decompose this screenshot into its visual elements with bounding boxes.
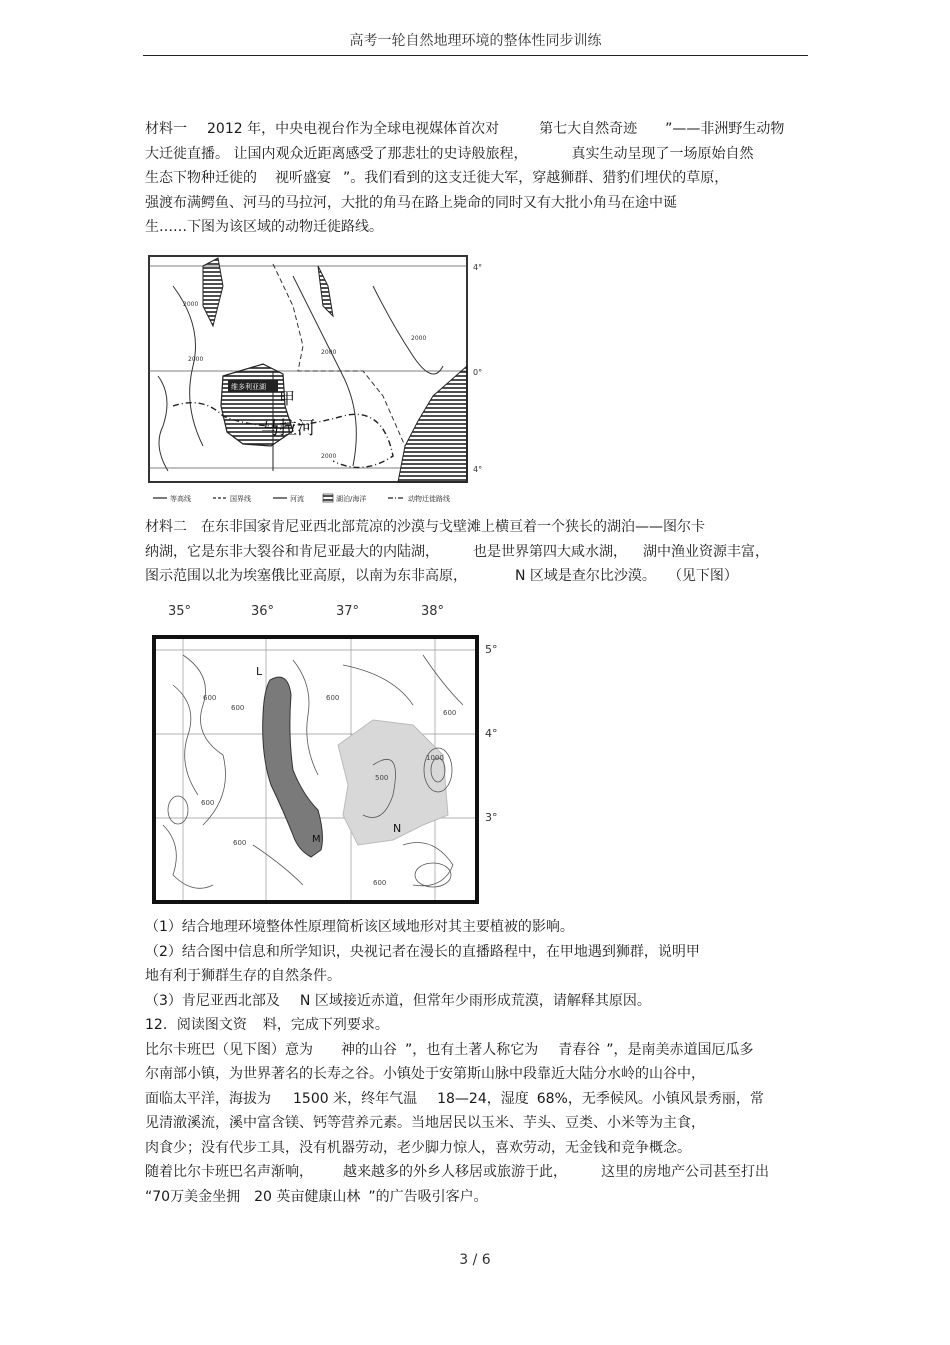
map1-legend [153, 494, 450, 503]
text-run: （见下图） [667, 568, 738, 584]
question-12-heading [145, 1013, 805, 1038]
material2-line-1 [145, 515, 805, 540]
point-N-label: N [393, 822, 402, 835]
text-run: 这里的房地产公司甚至打出 [601, 1164, 769, 1180]
paragraph-line [145, 1087, 805, 1112]
legend-label: 动物迁徙路线 [408, 495, 450, 503]
map1-lat-label: 4° [473, 263, 483, 272]
material1-line-5: 生……下图为该区域的动物迁徙路线。 [145, 219, 383, 235]
page-number: 3 / 6 [459, 1252, 491, 1268]
text-run: 18—24，湿度 [437, 1090, 529, 1107]
point-M-label: M [312, 834, 321, 845]
text-run: 视听盛宴 [275, 170, 331, 186]
text-run: 也是世界第四大咸水湖， [473, 543, 627, 560]
text-run: ”的广告吸引客户。 [368, 1188, 488, 1205]
lat-label: 5° [485, 643, 498, 656]
text-run: 料，完成下列要求。 [262, 1017, 389, 1033]
text-run: ”——非洲野生动物 [665, 121, 785, 137]
text-run: 20 英亩健康山林 [254, 1188, 361, 1205]
legend-label: 国界线 [230, 495, 251, 503]
contour-label: 600 [231, 704, 245, 712]
contour-label: 500 [375, 774, 389, 782]
text-run: N 区域是查尔比沙漠。 [515, 568, 656, 584]
questions-text [145, 915, 805, 1209]
question-1: （1）结合地理环境整体性原理简析该区域地形对其主要植被的影响。 [145, 919, 574, 935]
mara-river-label: 马拉河 [261, 418, 315, 439]
lat-label: 4° [485, 727, 498, 740]
material2-label: 材料二 [145, 519, 187, 535]
lat-label: 3° [485, 811, 498, 824]
map1-lat-label: 0° [473, 368, 483, 377]
contour-label: 600 [373, 879, 387, 887]
material2-line-2 [145, 540, 805, 565]
material1-label: 材料一 [145, 121, 187, 137]
text-run: ”。我们看到的这支迁徙大军，穿越狮群、猎豹们埋伏的草原， [343, 170, 729, 186]
text-run: 2012 年，中央电视台作为全球电视媒体首次对 [207, 121, 500, 137]
paragraph-line: 尔南部小镇，为世界著名的长寿之谷。小镇处于安第斯山脉中段靠近大陆分水岭的山谷中， [145, 1066, 705, 1082]
text-run: 1500 米，终年气温 [293, 1090, 418, 1107]
lon-label: 38° [421, 604, 445, 619]
contour-label: 600 [443, 709, 457, 717]
legend-label: 河流 [290, 495, 304, 503]
text-run: 湖中渔业资源丰富， [643, 543, 769, 560]
text-run: 青春谷 [558, 1041, 601, 1058]
material1-line-1 [145, 117, 805, 142]
legend-label: 等高线 [170, 495, 191, 503]
contour-label: 2000 [188, 356, 204, 363]
point-jia-label: 甲 [279, 389, 296, 408]
contour-label: 600 [201, 799, 215, 807]
paragraph-line: 见清澈溪流，溪中富含镁、钙等营养元素。当地居民以玉米、芋头、豆类、小米等为主食， [145, 1115, 705, 1131]
paragraph-line [145, 1160, 805, 1185]
lon-label: 37° [336, 604, 360, 619]
contour-label: 2000 [321, 453, 337, 460]
text-run: 大迁徙直播。 让国内观众近距离感受了那悲壮的史诗般旅程， [145, 145, 528, 162]
question-2: （2）结合图中信息和所学知识，央视记者在漫长的直播路程中，在甲地遇到狮群，说明甲 [145, 943, 700, 960]
material1-line-4: 强渡布满鳄鱼、河马的马拉河，大批的角马在路上毙命的同时又有大批小角马在途中诞 [145, 194, 677, 211]
text-run: 面临太平洋，海拔为 [145, 1090, 271, 1107]
text-run: 图示范围以北为埃塞俄比亚高原，以南为东非高原， [145, 568, 467, 584]
text-run: 生态下物种迁徙的 [145, 170, 257, 186]
contour-label: 600 [233, 839, 247, 847]
point-L-label: L [256, 665, 263, 678]
question-3 [145, 989, 805, 1014]
paragraph-line [145, 1185, 805, 1210]
question-2-cont: 地有利于狮群生存的自然条件。 [145, 968, 341, 984]
text-run: 在东非国家肯尼亚西北部荒凉的沙漠与戈壁滩上横亘着一个狭长的湖泊——图尔卡 [201, 519, 705, 535]
text-run: “70万美金坐拥 [145, 1188, 241, 1205]
text-run: ”，是南美赤道国厄瓜多 [606, 1041, 754, 1058]
text-run: 比尔卡班巴（见下图）意为 [145, 1041, 313, 1058]
page-header-title: 高考一轮自然地理环境的整体性同步训练 [349, 33, 602, 49]
text-run: N 区域接近赤道，但常年少雨形成荒漠，请解释其原因。 [299, 992, 651, 1009]
lon-label: 36° [251, 604, 275, 619]
material1-line-2 [145, 142, 805, 167]
header-rule [143, 55, 808, 56]
paragraph-line [145, 1038, 805, 1063]
text-run: ”，也有土著人称它为 [405, 1041, 539, 1058]
text-run: 神的山谷 [341, 1041, 397, 1058]
text-run: 第七大自然奇迹 [539, 121, 638, 137]
lon-label: 35° [168, 604, 192, 619]
contour-label: 600 [326, 694, 340, 702]
text-run: 真实生动呈现了一场原始自然 [571, 145, 754, 162]
text-run: 12．阅读图文资 [145, 1017, 247, 1033]
migration-map [143, 246, 493, 510]
text-run: 随着比尔卡班巴名声渐响， [145, 1164, 313, 1180]
contour-label: 600 [203, 694, 217, 702]
lake-label: 维多利亚湖 [231, 383, 266, 391]
text-run: 68%，无季候风。小镇风景秀丽，常 [536, 1090, 764, 1107]
legend-label: 湖泊/海洋 [336, 495, 367, 503]
paragraph-line: 肉食少；没有代步工具，没有机器劳动，老少脚力惊人，喜欢劳动，无金钱和竞争概念。 [145, 1139, 691, 1156]
contour-label: 1000 [426, 754, 444, 762]
text-run: （3）肯尼亚西北部及 [145, 992, 280, 1009]
map1-lat-label: 4° [473, 465, 483, 474]
text-run: 越来越多的外乡人移居或旅游于此， [343, 1164, 567, 1180]
material2-text [145, 515, 805, 589]
material1-text [145, 117, 805, 240]
turkana-map [143, 595, 508, 910]
contour-label: 2000 [183, 301, 199, 308]
contour-label: 2000 [411, 335, 427, 342]
material1-line-3 [145, 166, 805, 191]
contour-label: 2000 [321, 349, 337, 356]
text-run: 纳湖，它是东非大裂谷和肯尼亚最大的内陆湖， [145, 543, 439, 560]
material2-line-3 [145, 564, 805, 589]
